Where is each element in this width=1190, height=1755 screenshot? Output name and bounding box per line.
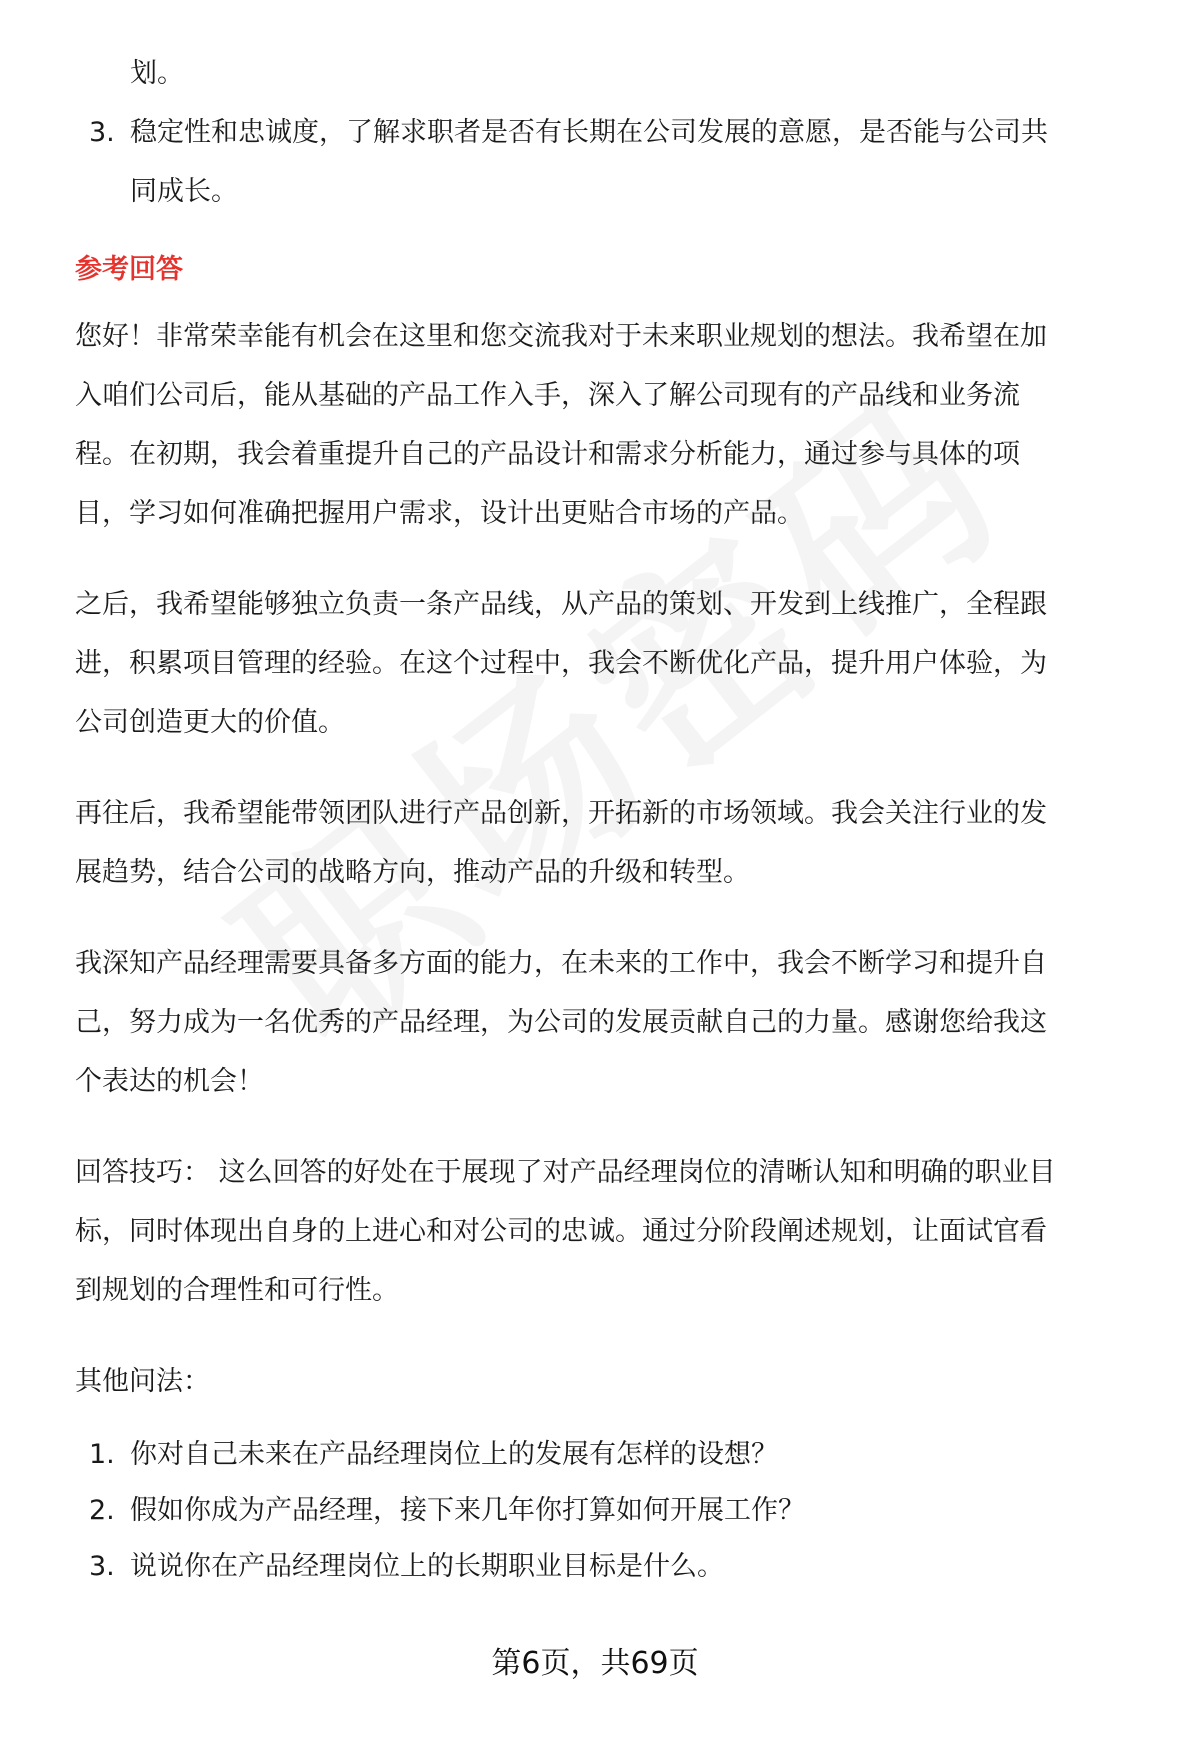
paragraph (75, 934, 1165, 1111)
page-number: 第6页，共69页 (491, 1646, 699, 1681)
content-body (75, 44, 1165, 1595)
section-title: 参考回答 (75, 254, 183, 285)
paragraph-line: 我深知产品经理需要具备多方面的能力，在未来的工作中，我会不断学习和提升自 (75, 948, 1047, 979)
paragraph-line: 进，积累项目管理的经验。在这个过程中，我会不断优化产品，提升用户体验，为 (75, 648, 1047, 679)
list-continuation: 划。 (130, 58, 184, 89)
list-item (75, 1427, 1165, 1483)
paragraph-line: 目，学习如何准确把握用户需求，设计出更贴合市场的产品。 (75, 498, 804, 529)
paragraph-line: 您好！非常荣幸能有机会在这里和您交流我对于未来职业规划的想法。我希望在加 (75, 321, 1047, 352)
list-number: 3. (89, 117, 115, 148)
paragraph (75, 575, 1165, 752)
paragraph-line: 到规划的合理性和可行性。 (75, 1275, 399, 1306)
paragraph-line: 入咱们公司后，能从基础的产品工作入手，深入了解公司现有的产品线和业务流 (75, 380, 1020, 411)
paragraph-line: 个表达的机会！ (75, 1066, 264, 1097)
list-number: 3. (89, 1551, 115, 1582)
paragraph-line: 再往后，我希望能带领团队进行产品创新，开拓新的市场领域。我会关注行业的发 (75, 798, 1047, 829)
list-number: 2. (89, 1495, 115, 1526)
list-text-line: 同成长。 (130, 176, 238, 207)
other-questions-list (75, 1427, 1165, 1595)
paragraph-line: 程。在初期，我会着重提升自己的产品设计和需求分析能力，通过参与具体的项 (75, 439, 1020, 470)
paragraph-line: 展趋势，结合公司的战略方向，推动产品的升级和转型。 (75, 857, 750, 888)
list-text: 假如你成为产品经理，接下来几年你打算如何开展工作？ (130, 1495, 805, 1526)
answer-tips-paragraph (75, 1143, 1165, 1320)
paragraph-line: 己，努力成为一名优秀的产品经理，为公司的发展贡献自己的力量。感谢您给我这 (75, 1007, 1047, 1038)
list-number: 1. (89, 1439, 115, 1470)
paragraph (75, 307, 1165, 543)
other-questions-heading (75, 1352, 1165, 1411)
list-text: 说说你在产品经理岗位上的长期职业目标是什么。 (130, 1551, 724, 1582)
evaluation-list (75, 103, 1165, 221)
paragraph (75, 784, 1165, 902)
list-item (75, 103, 1165, 221)
list-text-line: 稳定性和忠诚度，了解求职者是否有长期在公司发展的意愿，是否能与公司共 (130, 117, 1048, 148)
list-text: 你对自己未来在产品经理岗位上的发展有怎样的设想？ (130, 1439, 778, 1470)
paragraph-line: 之后，我希望能够独立负责一条产品线，从产品的策划、开发到上线推广，全程跟 (75, 589, 1047, 620)
paragraph-line: 回答技巧： 这么回答的好处在于展现了对产品经理岗位的清晰认知和明确的职业目 (75, 1157, 1056, 1188)
paragraph-line: 其他问法： (75, 1366, 210, 1397)
list-item (75, 1483, 1165, 1539)
paragraph-line: 公司创造更大的价值。 (75, 707, 345, 738)
list-item (75, 1539, 1165, 1595)
paragraph-line: 标，同时体现出自身的上进心和对公司的忠诚。通过分阶段阐述规划，让面试官看 (75, 1216, 1047, 1247)
